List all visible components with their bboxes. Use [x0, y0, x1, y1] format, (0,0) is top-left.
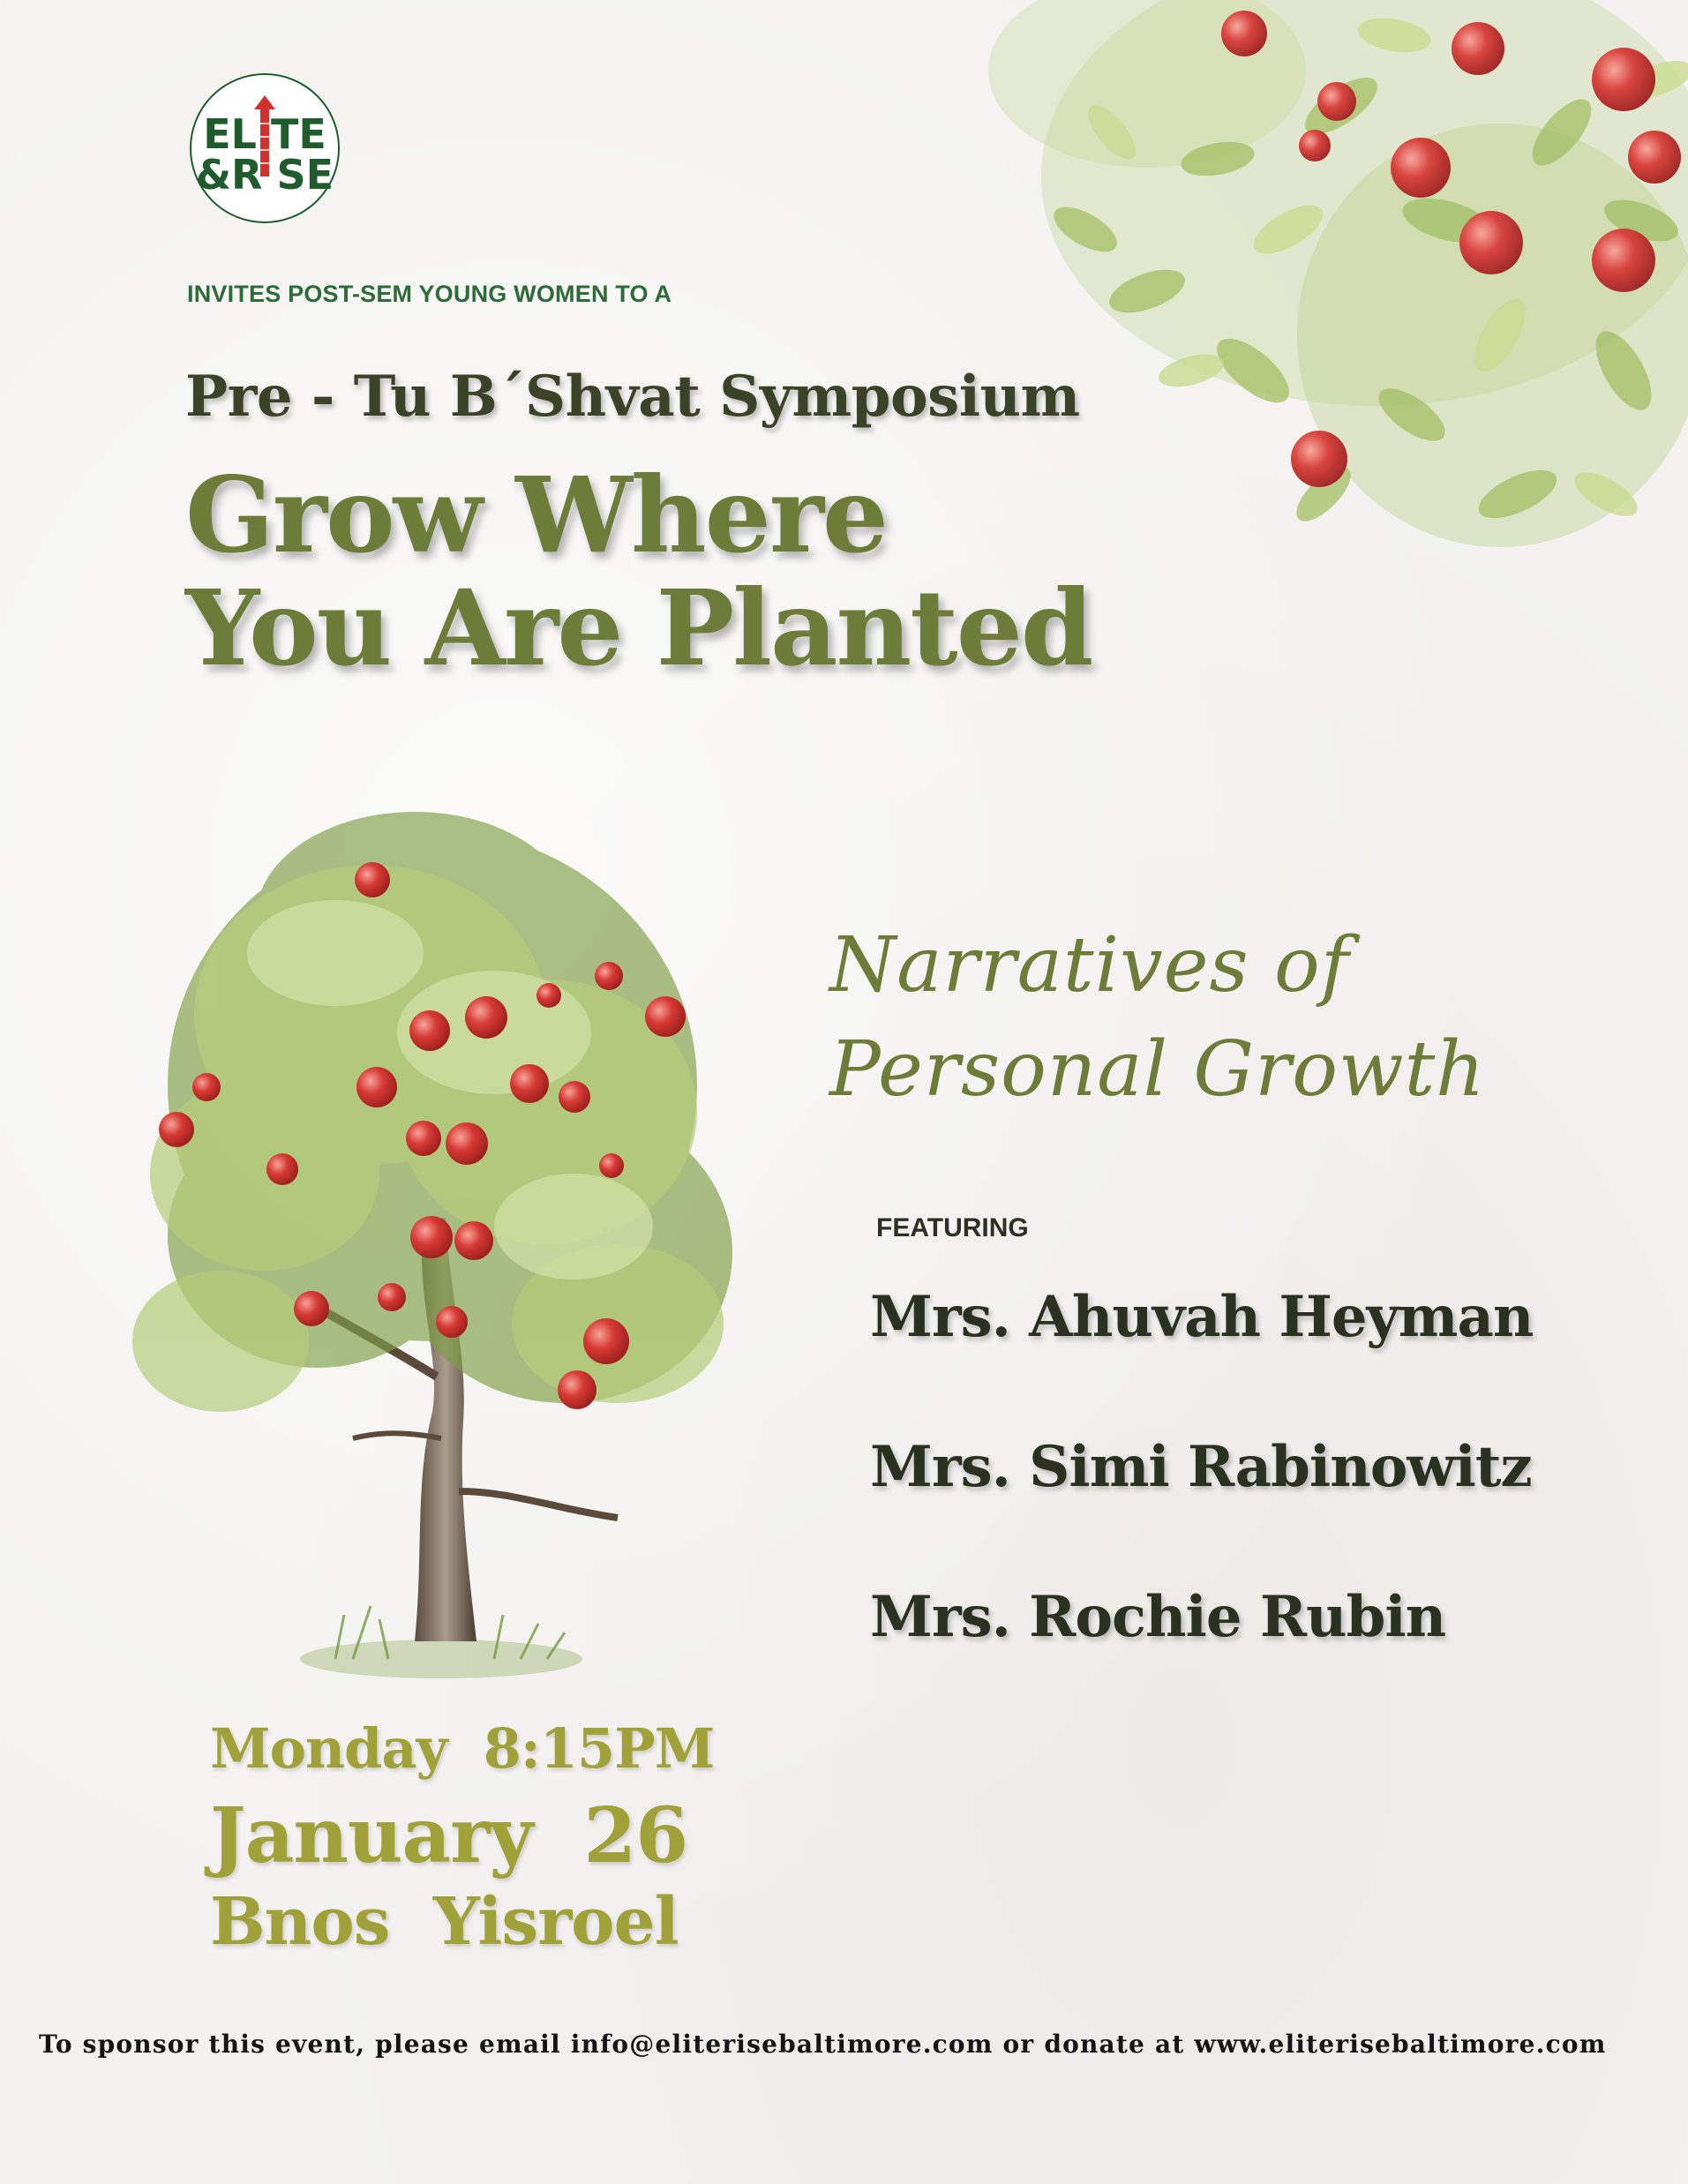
logo-line2: &R SE: [195, 151, 334, 199]
invites-line: INVITES POST-SEM YOUNG WOMEN TO A: [187, 281, 672, 307]
speaker-3: Mrs. Rochie Rubin: [870, 1584, 1446, 1650]
speaker-2: Mrs. Simi Rabinowitz: [870, 1434, 1532, 1500]
logo-line1: EL TE: [203, 110, 326, 158]
branch-foliage: [988, 0, 1688, 547]
subtitle-line-1: Narratives of: [829, 921, 1350, 1009]
headline-line-2: You Are Planted: [185, 567, 1092, 689]
symposium-title: Pre - Tu B´Shvat Symposium: [185, 364, 1080, 430]
headline: [185, 454, 1092, 689]
speaker-1: Mrs. Ahuvah Heyman: [870, 1284, 1534, 1350]
apple-tree-illustration: [132, 812, 732, 1678]
elite-rise-logo: [187, 71, 342, 226]
subtitle-line-2: Personal Growth: [829, 1025, 1486, 1114]
featuring-label: FEATURING: [876, 1213, 1029, 1242]
event-date: January 26: [210, 1791, 688, 1880]
headline-line-1: Grow Where: [185, 454, 887, 576]
event-location: Bnos Yisroel: [210, 1884, 679, 1960]
event-day-time: Monday 8:15PM: [210, 1716, 715, 1781]
program-subtitle: [829, 913, 1486, 1122]
sponsor-footer: To sponsor this event, please email info@eliterisebaltimore.com or donate at www.eliterisebaltimore.com: [39, 2030, 1607, 2059]
